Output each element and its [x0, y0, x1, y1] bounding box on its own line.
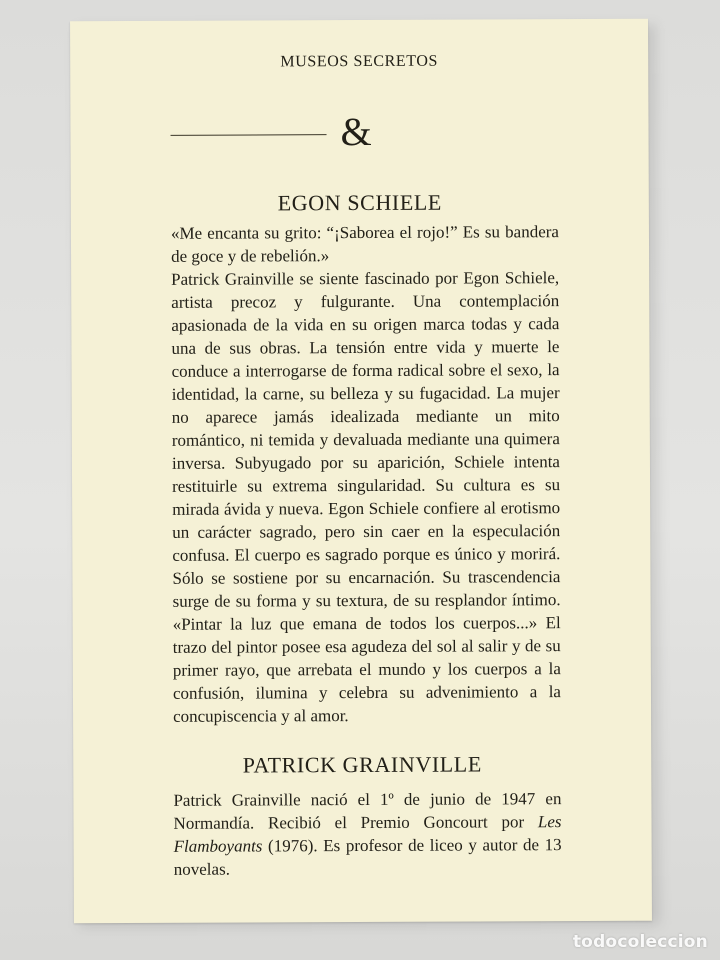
bio-book-title: Les Flamboyants: [173, 812, 562, 856]
book-flap-card: [70, 19, 652, 924]
synopsis-text: «Me encanta su grito: “¡Saborea el rojo!” Es su bandera de goce y de rebelión.» Patrick Grainville se siente fascinado por Egon Schiele, artista precoz y fulgurante. Una contemplación apasionada de la vida en su origen marca todas y cada una de sus obras. La tensión entre vida y muerte le conduce a interrogarse de forma radical sobre el sexo, la identidad, la carne, su belleza y su fugacidad. La mujer no aparece jamás idealizada mediante un mito romántico, ni temida y devaluada mediante una quimera inversa. Subyugado por su aparición, Schiele intenta restituirle su extrema singularidad. Su cultura es su mirada ávida y nueva. Egon Schiele confiere al erotismo un carácter sagrado, pero sin caer en la especulación confusa. El cuerpo es sagrado porque es único y morirá. Sólo se sostiene por su encarnación. Su trascendencia surge de su forma y su textura, de su resplandor íntimo. «Pintar la luz que emana de todos los cuerpos...» El trazo del pintor posee esa agudeza del sol al salir y de su primer rayo, que arrebata el mundo y los cuerpos a la confusión, ilumina y celebra su advenimiento a la concupiscencia y al amor.: [170, 222, 562, 726]
series-title: MUSEOS SECRETOS: [280, 52, 439, 71]
watermark-logo: todocoleccion: [572, 932, 708, 952]
book-title: EGON SCHIELE: [277, 189, 443, 216]
author-bio: [173, 787, 561, 881]
bio-text-end: (1976). Es profesor de liceo y autor de 13 novelas.: [173, 835, 562, 879]
ampersand-ornament: &: [340, 108, 372, 155]
bio-text-start: Patrick Grainville nació el 1º de junio de 1947 en Normandía. Recibió el Premio Goncourt por: [173, 789, 562, 833]
ornament-rule: [171, 134, 327, 136]
author-heading: PATRICK GRAINVILLE: [242, 751, 482, 778]
